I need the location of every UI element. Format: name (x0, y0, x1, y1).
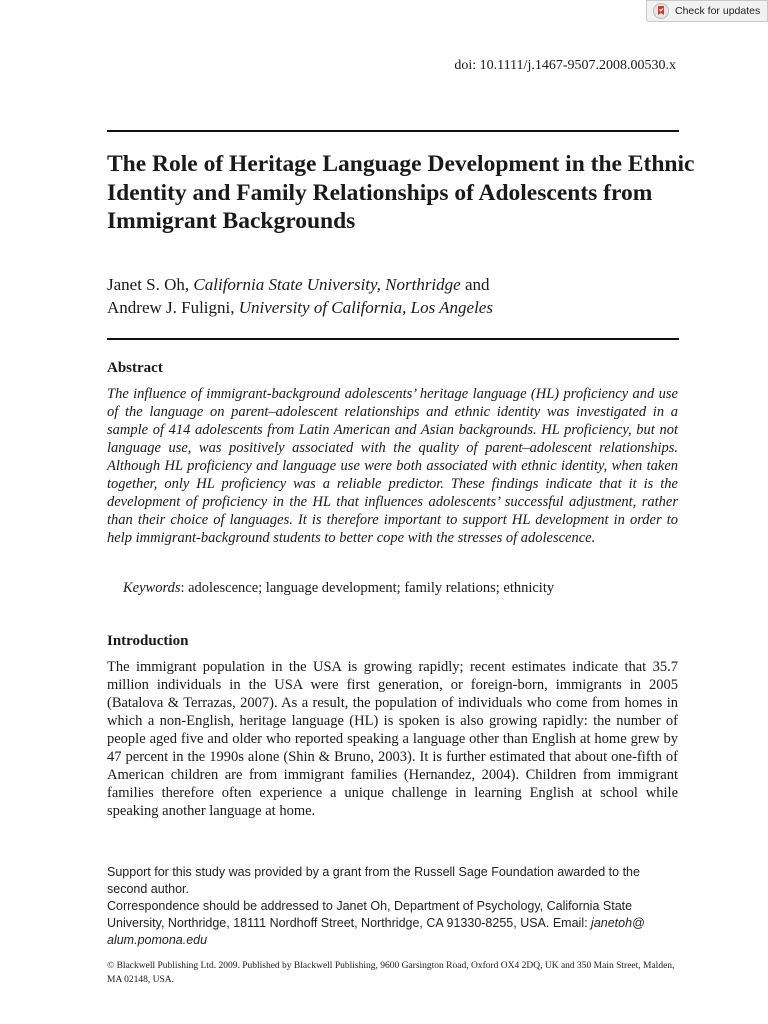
author-separator: and (460, 275, 490, 294)
footnote-support: Support for this study was provided by a grant from the Russell Sage Foundation awarded to the second author. (107, 865, 640, 896)
introduction-text: The immigrant population in the USA is growing rapidly; recent estimates indicate that 35.7 million individuals in the USA were first generation, or foreign-born, immigrants in 2005 (Batalova & Terrazas, 2007). As a result, the population of individuals who come from homes in which a non-English, heritage language (HL) is spoken is also growing rapidly: the number of people aged five and older who reported speaking a language other than English at home grew by 47 percent in the 1990s alone (Shin & Bruno, 2003). It is further estimated that about one-fifth of American children are from immigrant families (Hernandez, 2004). Children from immigrant families therefore often experience a unique challenge in learning English at school while speaking another language at home. (107, 659, 678, 819)
author-name: Andrew J. Fuligni, (107, 298, 239, 317)
keywords-line (123, 580, 554, 597)
author-line-1 (107, 273, 493, 296)
copyright-notice: © Blackwell Publishing Ltd. 2009. Published by Blackwell Publishing, 9600 Garsington Road, Oxford OX4 2DQ, UK and 350 Main Street, Malden, MA 02148, USA. (107, 961, 675, 985)
article-title: The Role of Heritage Language Development in the Ethnic Identity and Family Relationships of Adolescents from Immigrant Backgrounds (107, 151, 695, 234)
author-affiliation: California State University, Northridge (193, 275, 461, 294)
check-updates-icon (653, 3, 669, 19)
check-for-updates-button[interactable] (646, 0, 768, 22)
email-link[interactable]: janetoh@ alum.pomona.edu (107, 916, 645, 947)
author-name: Janet S. Oh, (107, 275, 194, 294)
author-line-2 (107, 296, 493, 319)
introduction-heading: Introduction (107, 633, 189, 649)
abstract-heading: Abstract (107, 360, 163, 376)
keywords-label: Keywords (123, 580, 181, 596)
top-rule (107, 130, 679, 132)
footnote-correspondence (107, 898, 678, 949)
doi-text[interactable]: doi: 10.1111/j.1467-9507.2008.00530.x (454, 58, 676, 73)
correspondence-text: Correspondence should be addressed to Janet Oh, Department of Psychology, California State University, Northridge, 18111 Nordhoff Street, Northridge, CA 91330-8255, USA. Email: (107, 899, 633, 930)
check-for-updates-label: Check for updates (675, 5, 761, 17)
abstract-text: The influence of immigrant-background adolescents’ heritage language (HL) proficiency and use of the language on parent–adolescent relationships and ethnic identity was investigated in a sample of 414 adolescents from Latin American and Asian backgrounds. HL proficiency, but not language use, was positively associated with the quality of parent–adolescent relationships. Although HL proficiency and language use were both associated with ethnic identity, when taken together, only HL proficiency was a reliable predictor. These findings indicate that it is the development of proficiency in the HL that influences adolescents’ successful adjustment, rather than their choice of languages. It is therefore important to support HL development in order to help immigrant-background students to better cope with the stresses of adolescence. (107, 386, 678, 546)
author-affiliation: University of California, Los Angeles (238, 298, 493, 317)
author-list (107, 273, 493, 319)
keywords-text: : adolescence; language development; family relations; ethnicity (180, 580, 555, 596)
footnote (107, 864, 678, 949)
header-bottom-rule (107, 338, 679, 340)
